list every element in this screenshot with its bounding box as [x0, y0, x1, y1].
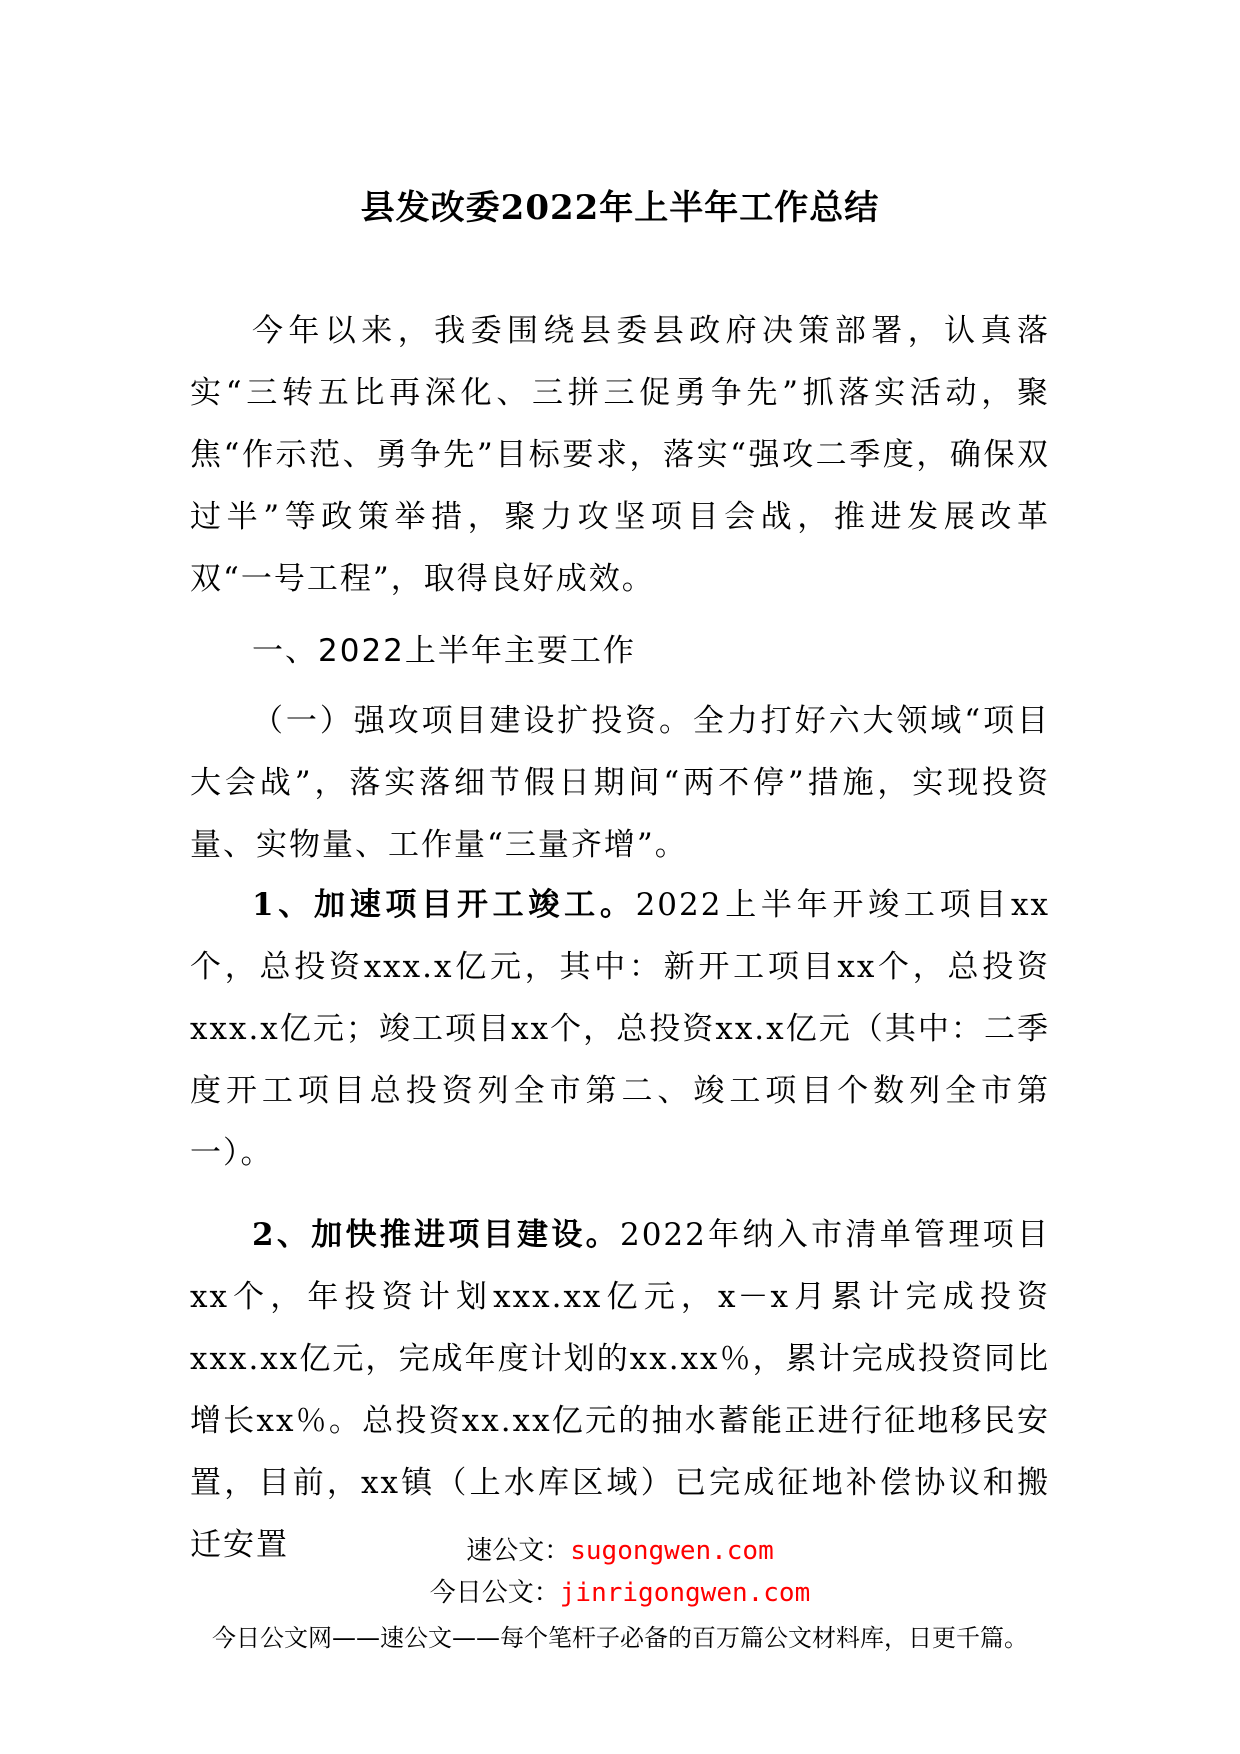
section-heading: 一、2022上半年主要工作 — [252, 633, 636, 669]
item-2-body: 2022年纳入市清单管理项目xx个，年投资计划xxx.xx亿元，x－x月累计完成投资xxx.xx亿元，完成年度计划的xx.xx％，累计完成投资同比增长xx％。总投资xx.xx亿元的抽水蓄能正进行征地移民安置，目前，xx镇（上水库区域）已完成征地补偿协议和搬迁安置 — [190, 1217, 1050, 1563]
footer-label-1: 速公文： — [466, 1536, 571, 1566]
footer-line-2 — [0, 1572, 1240, 1609]
item-2-paragraph — [190, 1204, 1050, 1576]
footer-slogan: 今日公文网——速公文——每个笔杆子必备的百万篇公文材料库，日更千篇。 — [212, 1624, 1028, 1652]
footer-line-1 — [0, 1530, 1240, 1567]
document-title: 县发改委2022年上半年工作总结 — [360, 188, 880, 228]
footer-link-sugongwen[interactable]: sugongwen.com — [570, 1536, 774, 1566]
item-1-paragraph — [190, 874, 1050, 1184]
item-2-lead: 2、加快推进项目建设。 — [252, 1217, 620, 1253]
footer-link-jinrigongwen[interactable]: jinrigongwen.com — [559, 1578, 811, 1608]
item-1-lead: 1、加速项目开工竣工。 — [252, 887, 636, 923]
intro-paragraph: 今年以来，我委围绕县委县政府决策部署，认真落实“三转五比再深化、三拼三促勇争先”抓落实活动，聚焦“作示范、勇争先”目标要求，落实“强攻二季度，确保双过半”等政策举措，聚力攻坚项目会战，推进发展改革双“一号工程”，取得良好成效。 — [190, 313, 1050, 597]
item-1-body: 2022上半年开竣工项目xx个，总投资xxx.x亿元，其中：新开工项目xx个，总投资xxx.x亿元；竣工项目xx个，总投资xx.x亿元（其中：二季度开工项目总投资列全市第二、竣工项目个数列全市第一）。 — [190, 887, 1050, 1171]
footer-label-2: 今日公文： — [429, 1578, 560, 1608]
subsection-paragraph: （一）强攻项目建设扩投资。全力打好六大领域“项目大会战”，落实落细节假日期间“两不停”措施，实现投资量、实物量、工作量“三量齐增”。 — [190, 703, 1050, 863]
